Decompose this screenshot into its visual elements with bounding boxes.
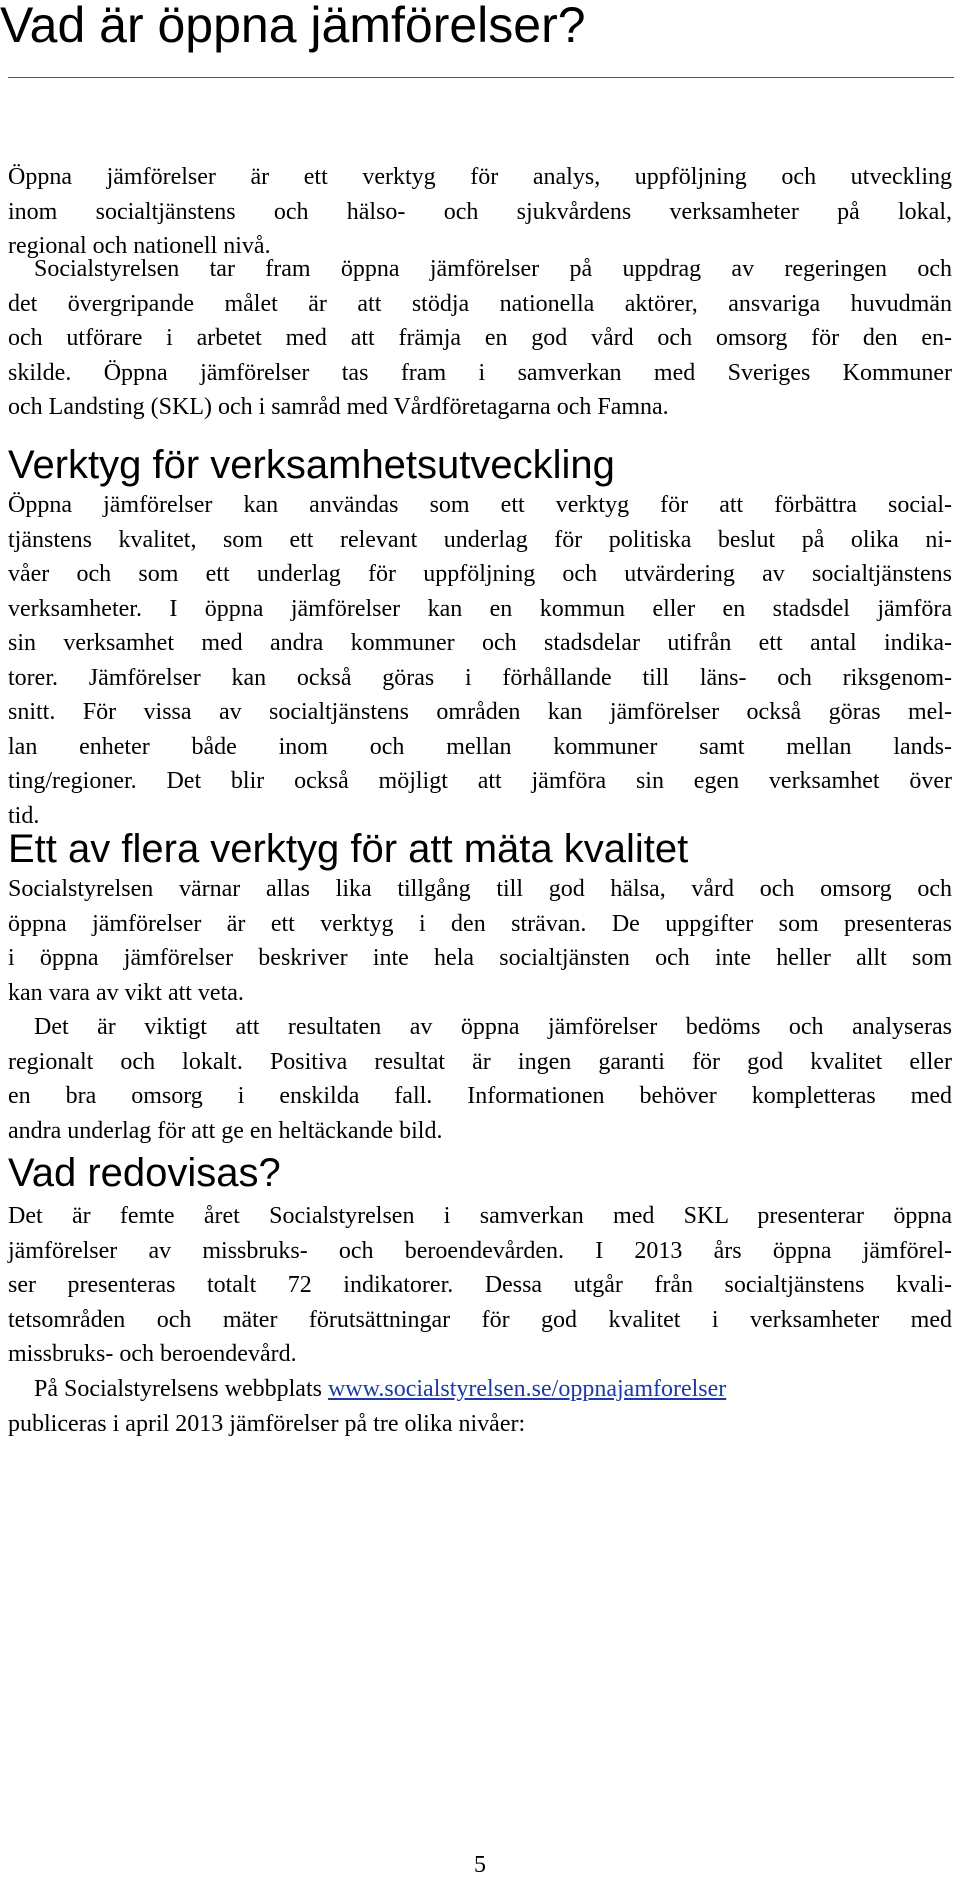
- text-line: ser presenteras totalt 72 indikatorer. Dessa utgår från socialtjänstens kvali-: [8, 1272, 952, 1298]
- text-line: kan vara av vikt att veta.: [8, 979, 244, 1006]
- text-line: öppna jämförelser är ett verktyg i den strävan. De uppgifter som presenteras: [8, 910, 952, 937]
- redovisas-paragraph-2: [8, 1372, 952, 1441]
- text-line: Det är viktigt att resultaten av öppna jämförelser bedöms och analyseras: [34, 1014, 952, 1040]
- section-heading-vad-redovisas: Vad redovisas?: [8, 1151, 281, 1195]
- kvalitet-paragraph-2: [8, 1010, 952, 1148]
- text-line: regional och nationell nivå.: [8, 233, 271, 259]
- text-line: tjänstens kvalitet, som ett relevant underlag för politiska beslut på olika ni-: [8, 526, 952, 553]
- text-line: tetsområden och mäter förutsättningar för god kvalitet i verksamheter med: [8, 1306, 952, 1333]
- text-line: verksamheter. I öppna jämförelser kan en kommun eller en stadsdel jämföra: [8, 595, 952, 622]
- text-line: torer. Jämförelser kan också göras i förhållande till läns- och riksgenom-: [8, 664, 952, 691]
- page-number: 5: [474, 1852, 486, 1878]
- text-line: och utförare i arbetet med att främja en god vård och omsorg för den en-: [8, 325, 952, 351]
- text-line: ting/regioner. Det blir också möjligt att jämföra sin egen verksamhet över: [8, 768, 952, 794]
- text-line: missbruks- och beroendevård.: [8, 1341, 297, 1367]
- text-line: Det är femte året Socialstyrelsen i samverkan med SKL presenterar öppna: [8, 1203, 952, 1229]
- text-line: Öppna jämförelser är ett verktyg för analys, uppföljning och utveckling: [8, 164, 952, 190]
- text-line: jämförelser av missbruks- och beroendevården. I 2013 års öppna jämförel-: [8, 1237, 952, 1264]
- section-heading-kvalitet: Ett av flera verktyg för att mäta kvalitet: [8, 827, 689, 871]
- text-line: andra underlag för att ge en heltäckande bild.: [8, 1117, 443, 1144]
- verksamhetsutveckling-paragraph: [8, 488, 952, 833]
- redovisas-paragraph-1: [8, 1199, 952, 1372]
- text-line: snitt. För vissa av socialtjänstens områden kan jämförelser också göras mel-: [8, 699, 952, 725]
- intro-paragraph-1: [8, 160, 952, 264]
- text-line: lan enheter både inom och mellan kommuner samt mellan lands-: [8, 733, 952, 760]
- text-line: [8, 1372, 952, 1407]
- text-line: våer och som ett underlag för uppföljning och utvärdering av socialtjänstens: [8, 561, 952, 587]
- text-line: inom socialtjänstens och hälso- och sjukvårdens verksamheter på lokal,: [8, 198, 952, 225]
- title-rule: [8, 77, 954, 78]
- text-line: skilde. Öppna jämförelser tas fram i samverkan med Sveriges Kommuner: [8, 359, 952, 386]
- section-heading-verksamhetsutveckling: Verktyg för verksamhetsutveckling: [8, 443, 615, 487]
- webbplats-link[interactable]: www.socialstyrelsen.se/oppnajamforelser: [327, 1376, 727, 1402]
- text-fragment: På Socialstyrelsens webbplats: [34, 1376, 328, 1402]
- intro-paragraph-2: [8, 252, 952, 425]
- text-line: och Landsting (SKL) och i samråd med Vårdföretagarna och Famna.: [8, 394, 669, 420]
- text-line: sin verksamhet med andra kommuner och stadsdelar utifrån ett antal indika-: [8, 630, 952, 656]
- text-line: publiceras i april 2013 jämförelser på tre olika nivåer:: [8, 1410, 526, 1437]
- page-title: Vad är öppna jämförelser?: [0, 0, 586, 53]
- text-line: Socialstyrelsen tar fram öppna jämförelser på uppdrag av regeringen och: [34, 256, 952, 282]
- text-line: det övergripande målet är att stödja nationella aktörer, ansvariga huvudmän: [8, 290, 952, 317]
- text-line: Socialstyrelsen värnar allas lika tillgång till god hälsa, vård och omsorg och: [8, 876, 952, 902]
- kvalitet-paragraph-1: [8, 872, 952, 1010]
- text-line: tid.: [8, 802, 40, 829]
- text-line: regionalt och lokalt. Positiva resultat är ingen garanti för god kvalitet eller: [8, 1048, 952, 1075]
- text-line: Öppna jämförelser kan användas som ett verktyg för att förbättra social-: [8, 492, 952, 518]
- text-line: i öppna jämförelser beskriver inte hela socialtjänsten och inte heller allt som: [8, 945, 952, 971]
- text-line: en bra omsorg i enskilda fall. Informationen behöver kompletteras med: [8, 1083, 952, 1109]
